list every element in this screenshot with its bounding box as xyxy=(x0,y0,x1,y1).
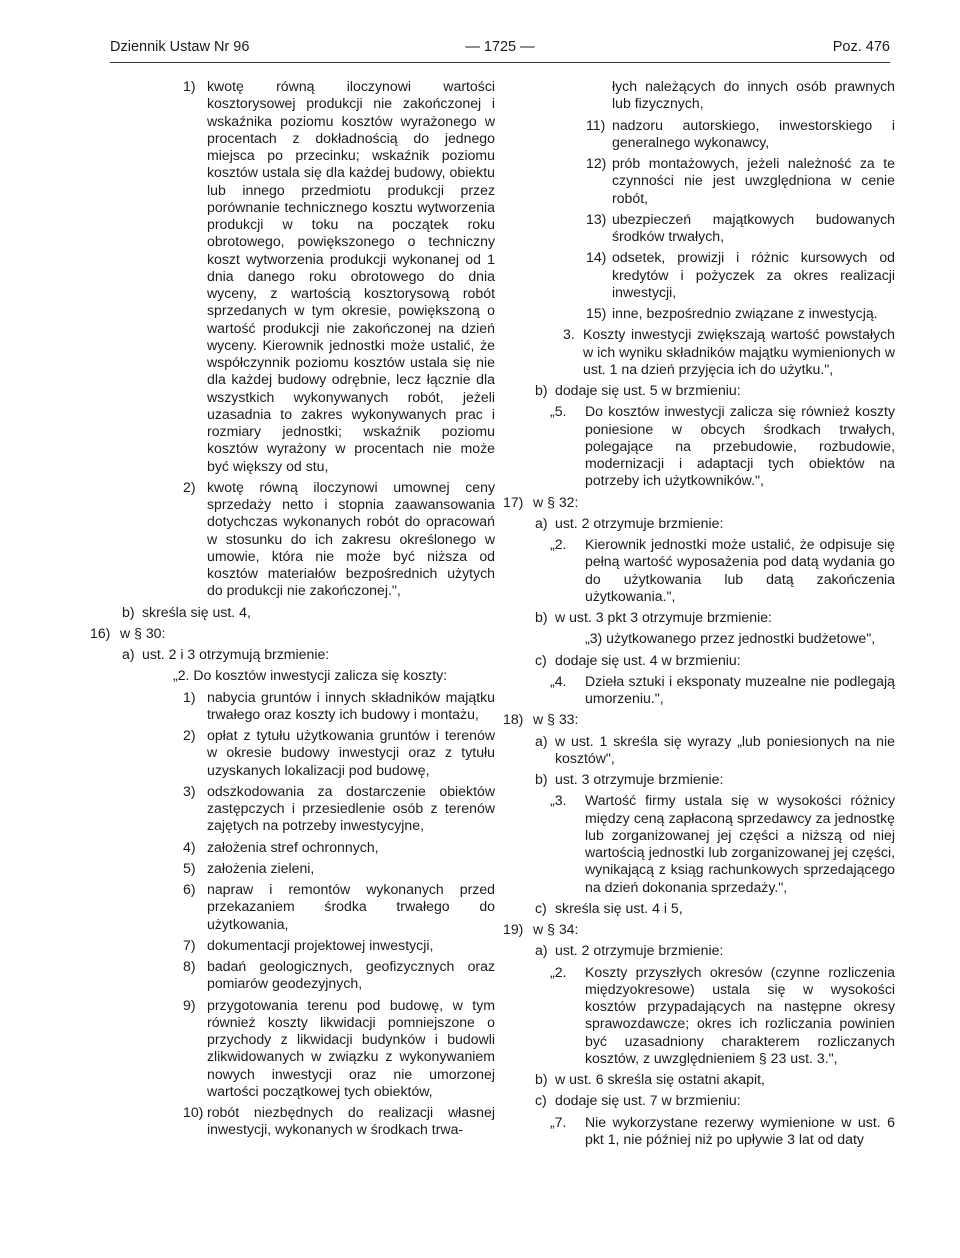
item-number: 3. xyxy=(563,326,575,343)
item-number: 18) xyxy=(503,711,524,728)
paragraph xyxy=(90,839,495,856)
paragraph-text: Kierownik jednostki może ustalić, że odpisuje się pełną wartość wyposażenia pod datą wydania go do użytkowania lub datą zakończenia użytkowania.", xyxy=(585,536,895,604)
item-number: 2) xyxy=(183,727,196,743)
paragraph-text: w ust. 6 skreśla się ostatni akapit, xyxy=(555,1071,765,1087)
paragraph xyxy=(90,604,495,621)
paragraph xyxy=(503,630,895,647)
item-number: 4) xyxy=(183,838,196,855)
paragraph xyxy=(90,881,495,933)
item-number: 19) xyxy=(503,921,524,937)
paragraph xyxy=(503,673,895,708)
paragraph xyxy=(503,921,895,938)
item-number: „2. xyxy=(550,536,567,552)
paragraph-text: ust. 2 otrzymuje brzmienie: xyxy=(555,514,724,531)
page-header xyxy=(110,38,890,60)
paragraph-text: dodaje się ust. 4 w brzmieniu: xyxy=(555,651,741,668)
paragraph xyxy=(503,382,895,399)
paragraph xyxy=(90,958,495,993)
paragraph xyxy=(503,964,895,1068)
paragraph-text: kwotę równą iloczynowi wartości kosztorysowej produkcji nie zakończonej i wskaźnika poziomu kosztów wyrażonego w procentach z dokładnością do jednego miejsca po przecinku; wskaźnik poziomu kosztów ustala się dla każdej budowy, obiektu lub innego przedmiotu produkcji przez porównanie technicznego kosztu wytworzenia produkcji w toku na początek roku obrotowego, powiększonego o techniczny koszt wytworzenia produkcji wykonanej od 1 dnia danego roku obrotowego do dnia wyceny, z wartością kosztorysową robót sprzedanych w tym okresie, powiększoną o wartość produkcji nie zakończonej na dzień wyceny. Kierownik jednostki może ustalić, że współczynnik poziomu kosztów ustala się nie dla każdej budowy odrębnie, lecz łącznie dla wszystkich wykonywanych robót, jeżeli uzasadnia to zakres wykonywanych prac i rozmiary jednostki; wskaźnik poziomu kosztów wyrażony w procentach nie może być większy od stu, xyxy=(207,78,495,474)
paragraph xyxy=(503,711,895,728)
paragraph-text: dodaje się ust. 5 w brzmieniu: xyxy=(555,382,741,398)
paragraph-text: w § 30: xyxy=(120,624,166,641)
item-number: „4. xyxy=(550,672,567,689)
item-number: „7. xyxy=(550,1113,567,1130)
paragraph xyxy=(503,403,895,489)
item-number: b) xyxy=(122,603,135,620)
item-number: 3) xyxy=(183,782,196,799)
right-column xyxy=(503,78,895,1148)
paragraph-text: Nie wykorzystane rezerwy wymienione w ust. 6 pkt 1, nie później niż po upływie 3 lat od daty xyxy=(585,1113,895,1147)
paragraph-text: skreśla się ust. 4 i 5, xyxy=(555,899,683,916)
paragraph xyxy=(503,305,895,322)
item-number: c) xyxy=(535,899,547,916)
page-number: — 1725 — xyxy=(465,39,535,55)
paragraph-text: nabycia gruntów i innych składników majątku trwałego oraz koszty ich budowy i montażu, xyxy=(207,688,495,722)
paragraph-text: kwotę równą iloczynowi umownej ceny sprzedaży netto i stopnia zaawansowania dotychczas wykonanych robót do opracowań w stosunku do ich zakresu określonego w umowie, która nie może być niższa od kosztów materiałów bezpośrednich użytych do produkcji nie zakończonej.", xyxy=(207,478,495,599)
paragraph xyxy=(503,1092,895,1109)
paragraph-text: ust. 2 i 3 otrzymują brzmienie: xyxy=(142,646,330,662)
paragraph xyxy=(90,646,495,663)
paragraph xyxy=(90,625,495,642)
paragraph xyxy=(503,1114,895,1149)
paragraph-text: w ust. 1 skreśla się wyrazy „lub poniesionych na nie kosztów", xyxy=(555,732,895,766)
item-number: a) xyxy=(535,942,548,959)
journal-title: Dziennik Ustaw Nr 96 xyxy=(110,39,250,55)
paragraph xyxy=(503,733,895,768)
item-number: 1) xyxy=(183,78,196,94)
paragraph xyxy=(503,78,895,113)
paragraph-text: ubezpieczeń majątkowych budowanych środków trwałych, xyxy=(612,210,895,244)
paragraph xyxy=(503,609,895,626)
paragraph xyxy=(90,783,495,835)
paragraph-text: Do kosztów inwestycji zalicza się również koszty poniesione w obcych środkach trwałych, polegające na przebudowie, rozbudowie, modernizacji i adaptacji tych obiektów na potrzeby ich użytkowników.", xyxy=(585,403,895,489)
paragraph xyxy=(503,211,895,246)
paragraph-text: ust. 2 otrzymuje brzmienie: xyxy=(555,942,724,959)
paragraph xyxy=(503,900,895,917)
paragraph xyxy=(503,494,895,511)
paragraph-text: w § 34: xyxy=(533,921,579,937)
item-number: 13) xyxy=(586,210,607,227)
paragraph-text: w § 33: xyxy=(533,711,579,728)
paragraph-text: w § 32: xyxy=(533,493,579,510)
paragraph-text: Dzieła sztuki i eksponaty muzealne nie podlegają umorzeniu.", xyxy=(585,672,895,706)
paragraph xyxy=(503,536,895,605)
item-number: 5) xyxy=(183,859,196,876)
paragraph xyxy=(90,479,495,600)
paragraph-text: nadzoru autorskiego, inwestorskiego i generalnego wykonawcy, xyxy=(612,116,895,150)
paragraph xyxy=(90,727,495,779)
paragraph-text: odszkodowania za dostarczenie obiektów zastępczych i przesiedlenie osób z terenów zajętych na potrzeby inwestycyjne, xyxy=(207,782,495,834)
item-number: „2. xyxy=(550,963,567,980)
paragraph xyxy=(503,515,895,532)
item-number: b) xyxy=(535,609,548,625)
item-number: 15) xyxy=(586,305,607,321)
paragraph xyxy=(90,1104,495,1139)
paragraph-text: założenia stref ochronnych, xyxy=(207,838,379,855)
paragraph xyxy=(90,937,495,954)
item-number: 16) xyxy=(90,624,111,641)
paragraph xyxy=(503,652,895,669)
item-number: a) xyxy=(535,732,548,749)
item-number: 17) xyxy=(503,493,524,510)
paragraph xyxy=(503,942,895,959)
item-number: 1) xyxy=(183,688,196,705)
paragraph-text: dodaje się ust. 7 w brzmieniu: xyxy=(555,1092,741,1109)
paragraph-text: „2. Do kosztów inwestycji zalicza się koszty: xyxy=(173,667,448,684)
paragraph xyxy=(503,249,895,301)
item-number: b) xyxy=(535,382,548,398)
position-number: Poz. 476 xyxy=(832,39,890,55)
paragraph-text: „3) użytkowanego przez jednostki budżetowe", xyxy=(585,630,876,647)
paragraph xyxy=(503,155,895,207)
paragraph xyxy=(90,860,495,877)
paragraph xyxy=(90,997,495,1101)
item-number: 8) xyxy=(183,958,196,974)
item-number: b) xyxy=(535,1071,548,1087)
item-number: 12) xyxy=(586,155,607,171)
paragraph-text: w ust. 3 pkt 3 otrzymuje brzmienie: xyxy=(555,609,772,625)
paragraph xyxy=(503,792,895,896)
paragraph-text: badań geologicznych, geofizycznych oraz pomiarów geodezyjnych, xyxy=(207,958,495,992)
paragraph-text: prób montażowych, jeżeli należność za te czynności nie jest uwzględniona w cenie robót, xyxy=(612,155,895,206)
paragraph-text: robót niezbędnych do realizacji własnej inwestycji, wykonanych w środkach trwa- xyxy=(207,1104,495,1138)
paragraph xyxy=(503,117,895,152)
header-rule xyxy=(110,62,890,63)
item-number: 9) xyxy=(183,996,196,1013)
item-number: „3. xyxy=(550,792,567,809)
paragraph-text: odsetek, prowizji i różnic kursowych od kredytów i pożyczek za okres realizacji inwestycji, xyxy=(612,249,895,300)
item-number: a) xyxy=(122,646,135,662)
item-number: 10) xyxy=(183,1104,204,1120)
item-number: c) xyxy=(535,651,547,668)
item-number: „5. xyxy=(550,403,567,420)
paragraph xyxy=(90,667,495,684)
item-number: 11) xyxy=(586,116,606,133)
item-number: b) xyxy=(535,771,548,787)
paragraph-text: inne, bezpośrednio związane z inwestycją. xyxy=(612,305,878,321)
item-number: 14) xyxy=(586,249,607,266)
paragraph-text: opłat z tytułu użytkowania gruntów i terenów w okresie budowy inwestycji oraz z tytułu uzyskanych lokalizacji pod budowę, xyxy=(207,727,495,778)
paragraph-text: skreśla się ust. 4, xyxy=(142,603,251,620)
paragraph-text: Koszty inwestycji zwiększają wartość powstałych w ich wyniku składników majątku wymienionych w ust. 1 na dzień przyjęcia ich do użytku.", xyxy=(583,326,895,377)
paragraph xyxy=(503,326,895,378)
paragraph xyxy=(503,1071,895,1088)
paragraph-text: Wartość firmy ustala się w wysokości różnicy między ceną zapłaconą sprzedawcy za jednostkę lub zorganizowanej jej części a niższą od niej wartością jednostki lub zorganizowanej jej części, wynikającą z ksiąg rachunkowych sprzedającego na dzień dokonania sprzedaży.", xyxy=(585,792,895,895)
item-number: a) xyxy=(535,514,548,531)
item-number: 7) xyxy=(183,936,196,953)
paragraph-text: dokumentacji projektowej inwestycji, xyxy=(207,936,434,953)
paragraph-text: łych należących do innych osób prawnych lub fizycznych, xyxy=(612,78,895,112)
left-column xyxy=(90,78,495,1139)
paragraph-text: założenia zieleni, xyxy=(207,859,315,876)
item-number: c) xyxy=(535,1092,547,1109)
paragraph xyxy=(503,771,895,788)
paragraph-text: przygotowania terenu pod budowę, w tym również koszty likwidacji pomniejszone o przychody z likwidacji budynków i budowli zlikwidowanych w związku z wykonywaniem nowych inwestycji oraz nie umorzonej wartości początkowej tych obiektów, xyxy=(207,996,495,1099)
item-number: 2) xyxy=(183,478,196,495)
paragraph-text: Koszty przyszłych okresów (czynne rozliczenia międzyokresowe) ustala się w wysokości kosztów przypadających na następne okresy sprawozdawcze; okres ich rozliczania powinien być uzasadniony charakterem rozliczanych kosztów, z uwzględnieniem § 23 ust. 3.", xyxy=(585,963,895,1066)
paragraph xyxy=(90,689,495,724)
paragraph-text: ust. 3 otrzymuje brzmienie: xyxy=(555,771,724,787)
paragraph-text: napraw i remontów wykonanych przed przekazaniem środka trwałego do użytkowania, xyxy=(207,881,495,932)
item-number: 6) xyxy=(183,881,196,897)
paragraph xyxy=(90,78,495,475)
